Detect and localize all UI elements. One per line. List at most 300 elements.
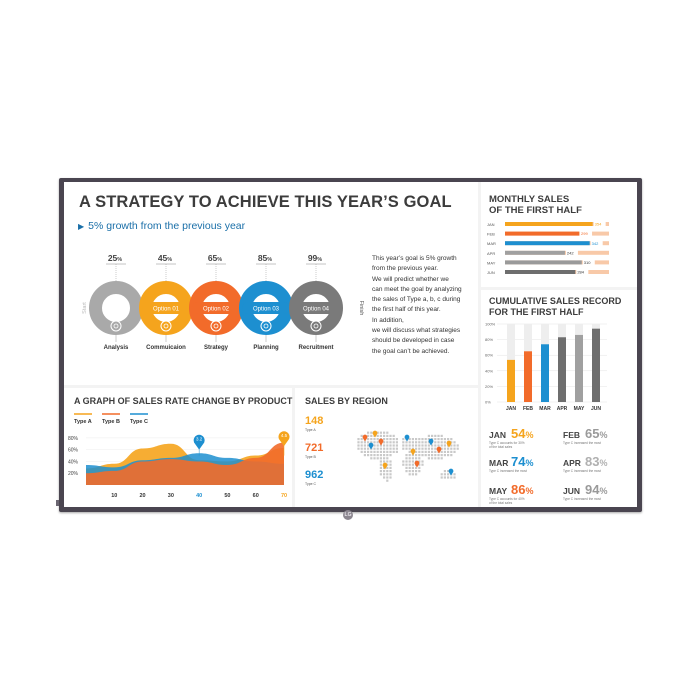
description-line: should be developed in case: [372, 337, 455, 345]
x-tick: JAN: [505, 406, 517, 412]
map-dot: [377, 457, 379, 459]
legend-label: Type C: [130, 419, 148, 425]
map-dot: [450, 476, 452, 478]
map-dot: [373, 448, 375, 450]
monthly-bar: [505, 241, 590, 245]
map-dot: [364, 441, 366, 443]
map-dot: [405, 457, 407, 459]
map-dot: [409, 441, 411, 443]
map-dot: [386, 435, 388, 437]
map-dot: [441, 444, 443, 446]
region-value: 962: [305, 469, 324, 481]
map-dot: [447, 476, 449, 478]
map-dot: [428, 435, 430, 437]
map-dot: [412, 460, 414, 462]
map-dot: [405, 448, 407, 450]
map-dot: [405, 460, 407, 462]
map-dot: [393, 435, 395, 437]
map-dot: [367, 454, 369, 456]
y-tick: 80%: [485, 337, 494, 343]
map-dot: [434, 435, 436, 437]
x-tick: APR: [556, 406, 568, 412]
marker-label: 4.5: [280, 433, 288, 439]
month-label: APR: [487, 250, 496, 256]
map-dot: [437, 454, 439, 456]
x-tick: JUN: [590, 406, 602, 412]
map-dot: [370, 454, 372, 456]
map-dot: [405, 470, 407, 472]
map-dot: [453, 473, 455, 475]
monthly-row: [487, 231, 609, 237]
map-dot: [444, 441, 446, 443]
rate-change-title: A GRAPH OF SALES RATE CHANGE BY PRODUCT: [74, 396, 293, 406]
cumulative-title: [489, 296, 621, 318]
map-dot: [412, 438, 414, 440]
map-dot: [377, 435, 379, 437]
map-dot: [405, 454, 407, 456]
map-dot: [444, 476, 446, 478]
map-dot: [380, 435, 382, 437]
map-dot: [380, 460, 382, 462]
map-dot: [364, 451, 366, 453]
month-label: MAY: [487, 260, 496, 266]
stat-note: of the total sales: [489, 501, 513, 504]
map-dot: [431, 454, 433, 456]
legend-label: Type B: [102, 419, 120, 425]
map-dot: [418, 470, 420, 472]
map-dot: [412, 467, 414, 469]
map-dot: [450, 448, 452, 450]
map-dot: [383, 435, 385, 437]
map-dot: [393, 444, 395, 446]
map-dot: [405, 464, 407, 466]
map-dot: [434, 454, 436, 456]
map-dot: [418, 451, 420, 453]
map-dot: [380, 451, 382, 453]
map-dot: [373, 454, 375, 456]
stat-value: 74%: [511, 454, 534, 469]
strategy-diagram: [74, 254, 374, 384]
step-name: Analysis: [103, 345, 129, 351]
map-dot: [431, 435, 433, 437]
x-tick: 60: [252, 493, 259, 499]
map-dot: [373, 451, 375, 453]
map-dot: [444, 438, 446, 440]
monthly-sales-chart: [485, 220, 635, 282]
x-tick: MAY: [573, 406, 585, 412]
map-dot: [361, 441, 363, 443]
map-dot: [396, 448, 398, 450]
map-dot: [453, 451, 455, 453]
map-dot: [367, 432, 369, 434]
monthly-value: 242: [566, 250, 574, 256]
stat-month: MAY: [489, 486, 508, 496]
region-stats: [303, 410, 353, 506]
map-dot: [425, 448, 427, 450]
map-dot: [444, 470, 446, 472]
power-button[interactable]: [56, 500, 59, 506]
map-dot: [405, 444, 407, 446]
legend-label: Type A: [74, 419, 92, 425]
stat-note: of the total sales: [489, 445, 513, 449]
map-dot: [380, 464, 382, 466]
monthly-sales-title: [489, 194, 582, 216]
monthly-title-line2: OF THE FIRST HALF: [489, 205, 582, 216]
map-dot: [409, 451, 411, 453]
stat-note: Type C accounts for 40%: [489, 497, 525, 501]
map-dot: [428, 457, 430, 459]
map-dot: [437, 444, 439, 446]
map-dot: [421, 438, 423, 440]
step-icon: [111, 321, 121, 331]
monthly-value: 299: [581, 231, 588, 237]
map-dot: [383, 432, 385, 434]
region-label: Type C: [305, 482, 317, 486]
map-dot: [386, 438, 388, 440]
step-percent: 65%: [207, 254, 223, 263]
y-tick: 0%: [485, 399, 491, 405]
y-tick: 20%: [485, 383, 494, 389]
cumulative-bar: [507, 360, 515, 402]
map-dot: [418, 438, 420, 440]
stat-item: [563, 454, 607, 473]
map-dot: [386, 448, 388, 450]
map-dot: [441, 441, 443, 443]
map-dot: [386, 476, 388, 478]
map-dot: [357, 448, 359, 450]
y-tick: 20%: [68, 471, 79, 478]
map-dot: [396, 441, 398, 443]
map-dot: [389, 476, 391, 478]
stat-note: Type C increased the most: [563, 441, 601, 445]
monthly-bar: [505, 222, 593, 226]
strategy-step: [292, 254, 340, 351]
map-dot: [434, 448, 436, 450]
cumulative-stats: [481, 418, 637, 504]
map-dot: [370, 457, 372, 459]
map-dot: [377, 451, 379, 453]
map-dot: [386, 467, 388, 469]
map-dot: [409, 464, 411, 466]
map-dot: [418, 457, 420, 459]
description-line: the first half of this year.: [372, 306, 441, 314]
map-dot: [431, 457, 433, 459]
map-dot: [421, 444, 423, 446]
map-dot: [386, 480, 388, 482]
option-label: Option 01: [152, 306, 180, 313]
map-dot: [383, 454, 385, 456]
map-dot: [380, 473, 382, 475]
stat-note: Type C accounts for 30%: [489, 441, 525, 445]
map-dot: [409, 470, 411, 472]
map-dot: [386, 470, 388, 472]
map-dot: [373, 438, 375, 440]
map-dot: [402, 464, 404, 466]
map-dot: [383, 470, 385, 472]
map-dot: [434, 457, 436, 459]
monthly-sales-panel: [481, 182, 637, 287]
map-dot: [425, 454, 427, 456]
map-dot: [393, 451, 395, 453]
stat-month: MAR: [489, 458, 509, 468]
map-dot: [373, 444, 375, 446]
map-dot: [389, 451, 391, 453]
map-dot: [373, 441, 375, 443]
map-dot: [361, 451, 363, 453]
map-dot: [425, 444, 427, 446]
description-line: the goal can’t be achieved.: [372, 347, 450, 355]
map-dot: [380, 470, 382, 472]
map-dot: [389, 448, 391, 450]
display-screen: [64, 182, 637, 507]
cumulative-title-line1: CUMULATIVE SALES RECORD: [489, 296, 622, 306]
map-dot: [447, 448, 449, 450]
map-dot: [434, 441, 436, 443]
y-tick: 40%: [68, 459, 79, 466]
map-dot: [441, 476, 443, 478]
map-dot: [367, 451, 369, 453]
monthly-row: [487, 241, 609, 247]
cumulative-title-line2: FOR THE FIRST HALF: [489, 307, 584, 317]
cumulative-chart: [483, 322, 633, 422]
map-dot: [425, 438, 427, 440]
map-dot: [412, 457, 414, 459]
map-dot: [383, 451, 385, 453]
map-dot: [361, 435, 363, 437]
map-dot: [361, 444, 363, 446]
map-dot: [364, 444, 366, 446]
rate-change-panel: [64, 388, 292, 507]
description-line: can meet the goal by analyzing: [372, 285, 462, 293]
world-map: [347, 416, 472, 496]
map-dot: [447, 473, 449, 475]
x-tick: 20: [139, 493, 146, 499]
stat-value: 94%: [585, 482, 608, 497]
map-dot: [415, 457, 417, 459]
map-dot: [380, 432, 382, 434]
step-percent: 99%: [307, 254, 323, 263]
map-dot: [415, 473, 417, 475]
step-name: Planning: [253, 345, 279, 351]
map-dot: [373, 457, 375, 459]
x-tick: 70: [280, 493, 288, 499]
map-dot: [412, 473, 414, 475]
strategy-step: [242, 254, 290, 351]
description-line: we will discuss what strategies: [372, 327, 461, 335]
x-tick: 50: [224, 493, 231, 499]
description-line: We will predict whether we: [372, 275, 449, 283]
map-dot: [386, 451, 388, 453]
step-icon: [311, 321, 321, 331]
monthly-value: 284: [577, 269, 585, 275]
map-dot: [441, 435, 443, 437]
map-dot: [380, 454, 382, 456]
strategy-panel: [64, 182, 478, 385]
region-value: 721: [305, 442, 324, 454]
map-pin-icon: [449, 469, 454, 476]
map-dot: [364, 448, 366, 450]
map-dot: [441, 438, 443, 440]
map-dot: [389, 435, 391, 437]
map-dot: [383, 444, 385, 446]
map-dot: [377, 454, 379, 456]
map-dot: [386, 444, 388, 446]
brand-logo: LG: [344, 512, 352, 518]
map-dot: [412, 441, 414, 443]
monthly-bar: [505, 260, 582, 264]
map-dot: [457, 448, 459, 450]
description-line: This year’s goal is 5% growth: [372, 255, 457, 262]
x-tick: MAR: [539, 406, 551, 412]
map-dot: [389, 444, 391, 446]
strategy-step: [96, 254, 137, 351]
stat-item: [489, 454, 533, 473]
monthly-row: [487, 250, 609, 256]
map-dot: [431, 451, 433, 453]
map-dot: [447, 438, 449, 440]
map-dot: [421, 448, 423, 450]
map-dot: [386, 441, 388, 443]
map-pin-icon: [405, 435, 410, 442]
map-dot: [444, 454, 446, 456]
map-dot: [425, 451, 427, 453]
map-dot: [428, 448, 430, 450]
region-panel: [295, 388, 478, 507]
map-dot: [409, 467, 411, 469]
map-dot: [453, 448, 455, 450]
month-label: FEB: [487, 231, 495, 237]
stat-note: Type C increased the most: [563, 497, 601, 501]
y-tick: 80%: [68, 435, 79, 442]
map-dot: [389, 464, 391, 466]
monthly-bar: [505, 270, 575, 274]
step-icon: [261, 321, 271, 331]
map-dot: [386, 457, 388, 459]
map-dot: [421, 454, 423, 456]
map-pin-icon: [363, 435, 368, 442]
step-name: Commuicaion: [146, 345, 186, 351]
stat-item: [489, 482, 533, 504]
map-dot: [389, 473, 391, 475]
map-dot: [415, 470, 417, 472]
map-dot: [377, 444, 379, 446]
map-dot: [444, 448, 446, 450]
map-dot: [402, 460, 404, 462]
map-dot: [409, 473, 411, 475]
stat-note: Type C increased the most: [489, 469, 527, 473]
cumulative-bar: [524, 351, 532, 402]
map-dot: [421, 464, 423, 466]
stat-month: JUN: [563, 486, 581, 496]
map-dot: [453, 441, 455, 443]
cumulative-bar: [541, 344, 549, 402]
map-dot: [450, 454, 452, 456]
month-label: JAN: [487, 222, 495, 227]
step-hole: [103, 295, 129, 321]
stat-note: Type C increased the most: [563, 469, 601, 473]
start-label: Start: [82, 302, 88, 314]
subtitle-text: 5% growth from the previous year: [88, 220, 246, 232]
map-dot: [450, 451, 452, 453]
map-dot: [377, 441, 379, 443]
map-dot: [447, 454, 449, 456]
stat-value: 86%: [511, 482, 534, 497]
map-dot: [383, 476, 385, 478]
map-dot: [434, 451, 436, 453]
stat-month: JAN: [489, 430, 507, 440]
map-dot: [367, 438, 369, 440]
map-dot: [441, 457, 443, 459]
map-dot: [405, 467, 407, 469]
cumulative-bar: [592, 329, 600, 402]
map-dot: [418, 448, 420, 450]
map-dot: [393, 448, 395, 450]
map-dot: [447, 451, 449, 453]
region-value: 148: [305, 415, 324, 427]
map-dot: [418, 441, 420, 443]
map-dot: [393, 438, 395, 440]
map-dot: [361, 448, 363, 450]
map-dot: [409, 448, 411, 450]
monthly-value: 310: [583, 260, 591, 265]
map-dot: [393, 441, 395, 443]
map-dot: [383, 448, 385, 450]
map-dot: [370, 438, 372, 440]
map-pin-icon: [369, 443, 374, 450]
month-label: JUN: [487, 270, 495, 275]
marker-label: 3.2: [196, 436, 203, 442]
map-dot: [386, 454, 388, 456]
map-dot: [389, 441, 391, 443]
map-dot: [402, 441, 404, 443]
y-tick: 60%: [68, 447, 79, 454]
map-dot: [412, 470, 414, 472]
map-dot: [409, 454, 411, 456]
map-dot: [402, 444, 404, 446]
map-dot: [415, 441, 417, 443]
map-dot: [453, 476, 455, 478]
stat-value: 65%: [585, 426, 608, 441]
map-dot: [412, 464, 414, 466]
cumulative-bar: [575, 335, 583, 402]
map-dot: [421, 441, 423, 443]
map-dot: [421, 451, 423, 453]
map-dot: [386, 460, 388, 462]
map-dot: [409, 460, 411, 462]
map-dot: [405, 441, 407, 443]
step-icon: [161, 321, 171, 331]
region-label: Type B: [305, 455, 316, 459]
monthly-title-line1: MONTHLY SALES: [489, 194, 570, 205]
map-pin-icon: [379, 439, 384, 446]
stat-item: [489, 426, 533, 449]
map-dot: [418, 467, 420, 469]
map-dot: [383, 438, 385, 440]
map-dot: [383, 457, 385, 459]
step-percent: 25%: [107, 254, 123, 263]
map-dot: [437, 441, 439, 443]
cumulative-panel: [481, 290, 637, 507]
map-dot: [418, 444, 420, 446]
map-dot: [364, 454, 366, 456]
map-dot: [402, 438, 404, 440]
map-pin-icon: [415, 461, 420, 468]
x-tick: 10: [111, 493, 118, 499]
monthly-value: 354: [594, 221, 602, 227]
region-label: Type A: [305, 428, 316, 432]
map-dot: [396, 451, 398, 453]
option-label: Option 02: [202, 306, 230, 313]
